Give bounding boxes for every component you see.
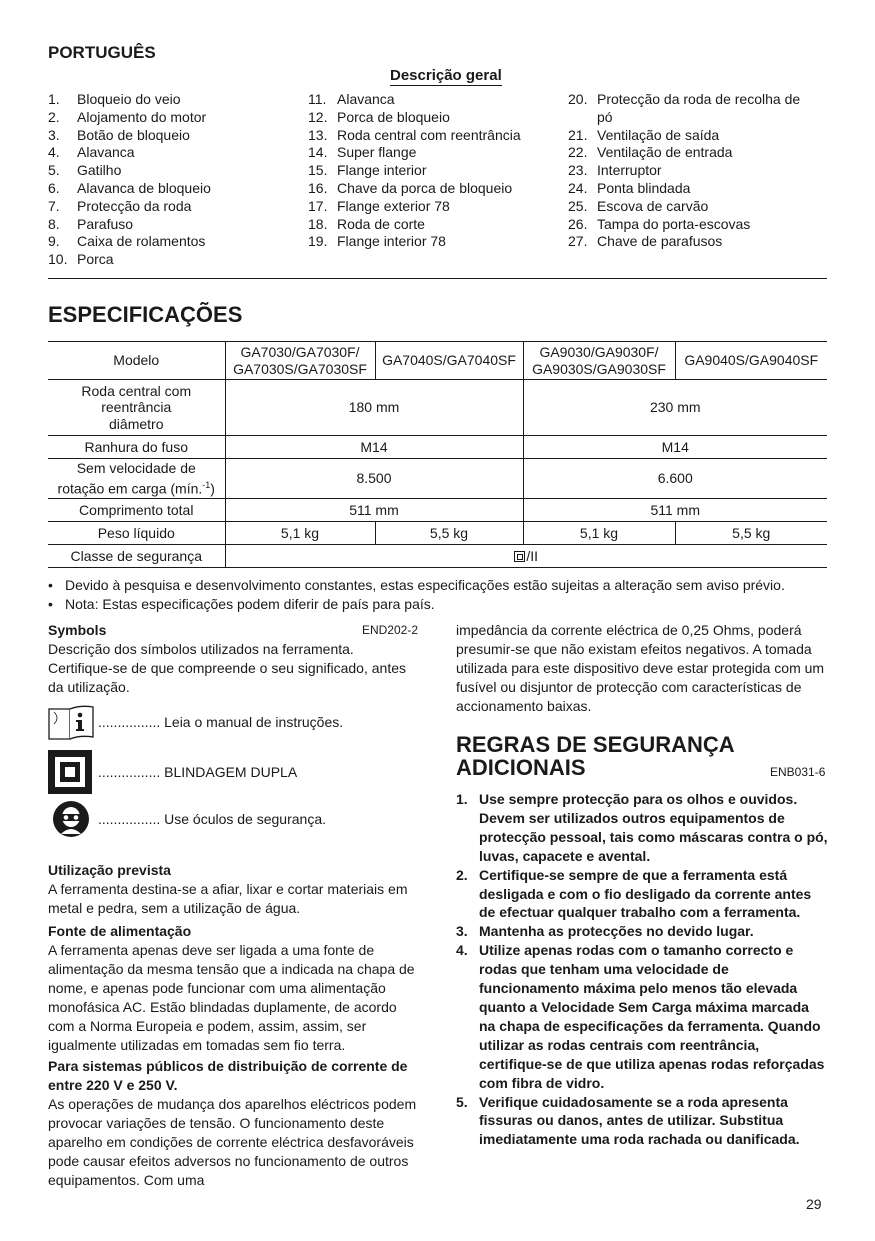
part-item: 25. Escova de carvão — [568, 197, 709, 214]
table-row — [48, 436, 827, 459]
power-supply-title: Fonte de alimentação — [48, 923, 192, 939]
safety-rules-list — [456, 790, 828, 1149]
section-divider — [48, 278, 827, 279]
part-item: 3. Botão de bloqueio — [48, 126, 190, 143]
part-item: 10. Porca — [48, 251, 114, 268]
additional-safety-rules-heading: REGRAS DE SEGURANÇA ADICIONAIS — [456, 732, 735, 780]
model-cell: GA7030/GA7030F/ GA7030S/GA7030SF — [225, 342, 375, 380]
part-item: 13. Roda central com reentrância — [308, 126, 521, 143]
note-item: • Nota: Estas especificações podem diferir de país para país. — [48, 596, 435, 612]
symbols-header — [48, 621, 418, 640]
part-item: 12. Porca de bloqueio — [308, 108, 450, 125]
page-number: 29 — [806, 1196, 822, 1212]
net-weight-value: 5,1 kg — [523, 522, 675, 545]
wheel-diameter-value: 230 mm — [523, 380, 827, 436]
power-supply-text: A ferramenta apenas deve ser ligada a uma fonte de alimentação da mesma tensão que a indicada na chapa de nome, e apenas pode funcionar com uma alimentação monofásica AC. Estão blindadas duplamente, de acordo com a Norma Europeia e podem, assim, assim, ser igualmente utilizadas em tomadas sem fio terra. — [48, 942, 415, 1053]
safety-class-label: Classe de segurança — [48, 545, 225, 568]
specifications-heading: ESPECIFICAÇÕES — [48, 302, 243, 327]
part-item: 24. Ponta blindada — [568, 179, 691, 196]
symbol-text: ................ Leia o manual de instruções. — [98, 714, 344, 730]
intended-use-title: Utilização prevista — [48, 862, 171, 878]
spindle-value: M14 — [523, 436, 827, 459]
symbols-title: Symbols — [48, 622, 107, 638]
part-item: 27. Chave de parafusos — [568, 233, 723, 250]
wheel-diameter-value: 180 mm — [225, 380, 523, 436]
part-item: 15. Flange interior — [308, 162, 427, 179]
double-insulation-icon — [514, 551, 525, 562]
symbol-row-double-insulation — [48, 750, 297, 794]
read-manual-icon — [48, 704, 94, 740]
net-weight-value: 5,1 kg — [225, 522, 375, 545]
spindle-label: Ranhura do fuso — [48, 436, 225, 459]
specifications-table — [48, 341, 827, 568]
net-weight-label: Peso líquido — [48, 522, 225, 545]
public-systems-text-cont: impedância da corrente eléctrica de 0,25 Ohms, poderá presumir-se que não existam efeitos negativos. A tomada utilizada para este dispositivo deve estar protegida com um fusível ou disjuntor de protecção com características de accionamento baixas. — [456, 622, 825, 714]
model-label: Modelo — [48, 342, 225, 380]
model-cell: GA7040S/GA7040SF — [375, 342, 523, 380]
symbol-text: ................ BLINDAGEM DUPLA — [98, 764, 298, 780]
safety-goggles-icon — [48, 800, 94, 838]
table-row — [48, 499, 827, 522]
part-item: 19. Flange interior 78 — [308, 233, 446, 250]
symbols-description: Descrição dos símbolos utilizados na ferramenta. Certifique-se de que compreende o seu significado, antes da utilização. — [48, 641, 406, 695]
language-heading: PORTUGUÊS — [48, 43, 156, 62]
symbol-row-goggles — [48, 800, 326, 838]
part-item: 21. Ventilação de saída — [568, 126, 720, 143]
list-item: 3. Mantenha as protecções no devido lugar. — [456, 923, 754, 940]
table-row — [48, 342, 827, 380]
no-load-speed-label: Sem velocidade de rotação em carga (mín.$^{-1}$) — [48, 459, 225, 499]
double-insulation-icon — [48, 750, 92, 794]
part-item: 4. Alavanca — [48, 144, 135, 161]
symbol-text: ................ Use óculos de segurança. — [98, 811, 326, 827]
overall-length-value: 511 mm — [225, 499, 523, 522]
list-item: 2. Certifique-se sempre de que a ferramenta está desligada e com o fio desligado da corrente antes de efectuar qualquer trabalho com a ferramenta. — [456, 866, 812, 921]
part-item: 1. Bloqueio do veio — [48, 91, 181, 107]
safety-class-value: /II — [225, 545, 827, 568]
part-item: 9. Caixa de rolamentos — [48, 233, 206, 250]
part-item: 23. Interruptor — [568, 162, 662, 179]
table-row — [48, 459, 827, 499]
table-row — [48, 380, 827, 436]
list-item: 1. Use sempre protecção para os olhos e ouvidos. Devem ser utilizados outros equipamentos de protecção pessoal, tais como máscaras contra o pó, luvas, capacete e avental. — [456, 791, 828, 864]
wheel-diameter-label: Roda central com reentrância diâmetro — [48, 380, 225, 436]
part-item: 6. Alavanca de bloqueio — [48, 179, 211, 196]
part-item: 16. Chave da porca de bloqueio — [308, 179, 513, 196]
net-weight-value: 5,5 kg — [375, 522, 523, 545]
part-item: 22. Ventilação de entrada — [568, 144, 733, 161]
table-row — [48, 545, 827, 568]
part-item: 26. Tampa do porta-escovas — [568, 215, 751, 232]
intended-use-text: A ferramenta destina-se a afiar, lixar e cortar materiais em metal e pedra, sem a utilização de água. — [48, 881, 408, 916]
overall-length-label: Comprimento total — [48, 499, 225, 522]
rules-code: ENB031-6 — [770, 765, 826, 779]
no-load-speed-value: 6.600 — [523, 459, 827, 499]
general-description-title: Descrição geral — [390, 67, 502, 84]
parts-list-col3 — [568, 91, 818, 251]
part-item: 18. Roda de corte — [308, 215, 425, 232]
spindle-value: M14 — [225, 436, 523, 459]
parts-list-col2 — [308, 91, 568, 251]
model-cell: GA9030/GA9030F/ GA9030S/GA9030SF — [523, 342, 675, 380]
no-load-speed-value: 8.500 — [225, 459, 523, 499]
part-item: 17. Flange exterior 78 — [308, 197, 450, 214]
model-cell: GA9040S/GA9040SF — [675, 342, 827, 380]
part-item: 14. Super flange — [308, 144, 417, 161]
note-item: • Devido à pesquisa e desenvolvimento constantes, estas especificações estão sujeitas a alteração sem aviso prévio. — [48, 577, 785, 593]
table-row — [48, 522, 827, 545]
part-item: 11. Alavanca — [308, 91, 395, 107]
public-systems-title: Para sistemas públicos de distribuição de corrente de entre 220 V e 250 V. — [48, 1058, 408, 1093]
overall-length-value: 511 mm — [523, 499, 827, 522]
net-weight-value: 5,5 kg — [675, 522, 827, 545]
public-systems-text: As operações de mudança dos aparelhos eléctricos podem provocar variações de tensão. O funcionamento deste aparelho em condições de corrente eléctrica desfavoráveis pode causar efeitos adversos no funcionamento de outros equipamentos. Com uma — [48, 1096, 417, 1188]
parts-list-col1 — [48, 91, 308, 269]
part-item: 8. Parafuso — [48, 215, 134, 232]
list-item: 4. Utilize apenas rodas com o tamanho correcto e rodas que tenham uma velocidade de funcionamento máxima pelo menos tão elevada quanto a Velocidade Sem Carga máxima marcada na chapa de especificações da ferramenta. Quando utilizar as rodas centrais com reentrância, certifique-se de que utiliza apenas rodas reforçadas com fibra de vidro. — [456, 942, 825, 1091]
spec-notes — [48, 576, 838, 614]
part-item: 7. Protecção da roda — [48, 197, 192, 214]
part-item: 20. Protecção da roda de recolha de pó — [568, 91, 801, 125]
part-item: 5. Gatilho — [48, 162, 122, 179]
symbol-row-manual — [48, 704, 343, 740]
list-item: 5. Verifique cuidadosamente se a roda apresenta fissuras ou danos, antes de utilizar. Substitua imediatamente uma roda rachada ou danificada. — [456, 1093, 800, 1148]
symbols-code: END202-2 — [361, 623, 418, 637]
part-item: 2. Alojamento do motor — [48, 108, 207, 125]
